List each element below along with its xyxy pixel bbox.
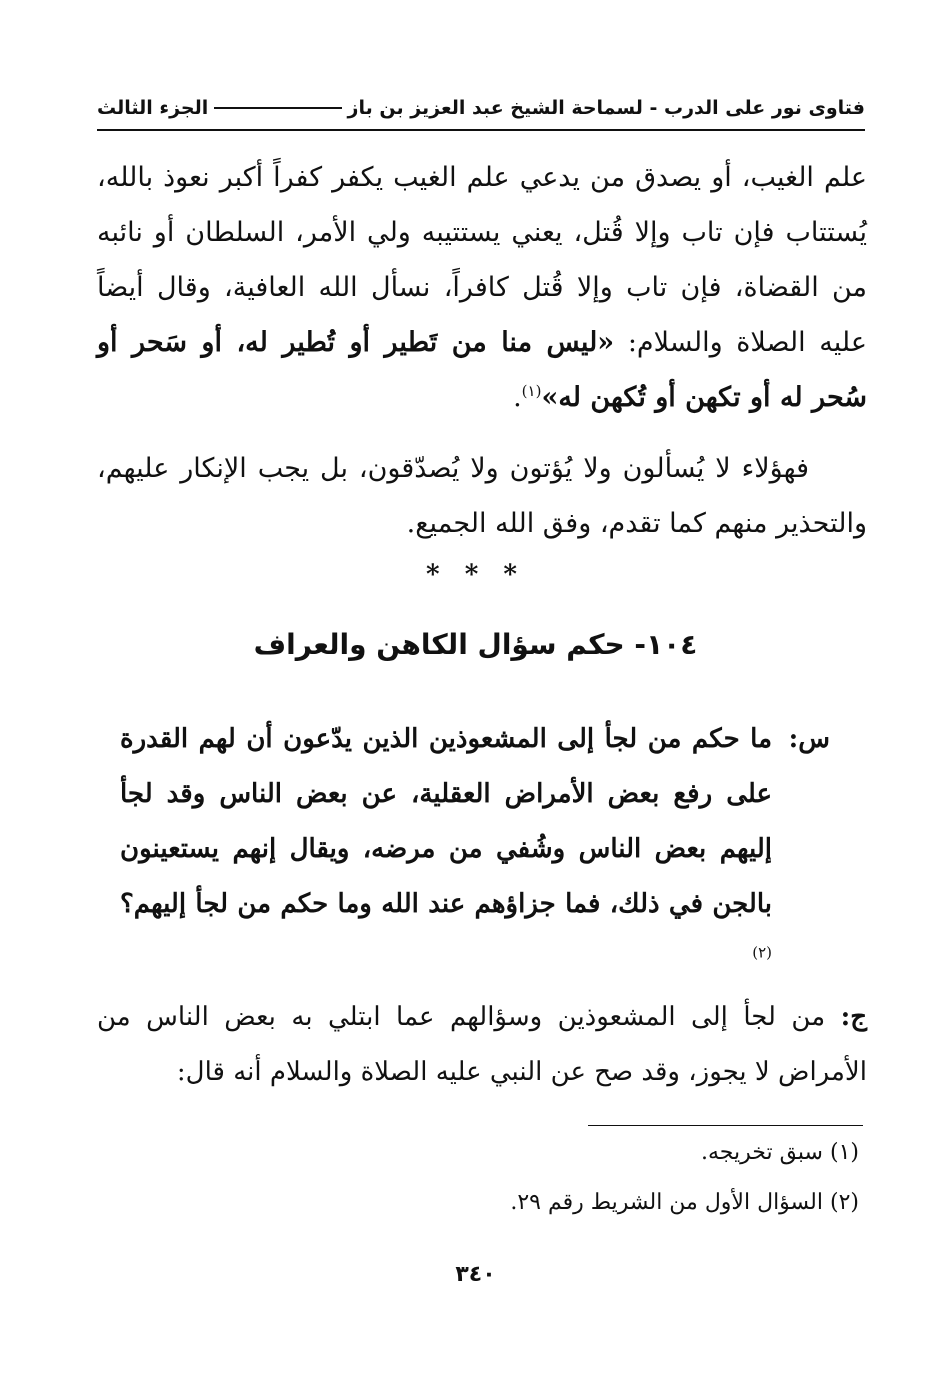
section-title: ١٠٤- حكم سؤال الكاهن والعراف xyxy=(253,628,698,661)
section-separator: * * * xyxy=(426,560,525,590)
footnote-2: (٢) السؤال الأول من الشريط رقم ٢٩. xyxy=(510,1190,859,1215)
paragraph-1-end: . xyxy=(513,382,522,413)
footnote-divider xyxy=(588,1125,863,1126)
question-block xyxy=(120,712,830,987)
paragraph-1 xyxy=(97,150,867,425)
page-number: ٣٤٠ xyxy=(455,1262,496,1287)
header-rule xyxy=(214,107,341,109)
footnote-ref-1: (١) xyxy=(521,382,542,400)
question-text: ما حكم من لجأ إلى المشعوذين الذين يدّعون أن لهم القدرة على رفع بعض الأمراض العقلية، عن بعض الناس وقد لجأ إليهم بعض الناس وشُفي من مرضه، ويقال إنهم يستعينون بالجن في ذلك، فما جزاؤهم عند الله وما حكم من لجأ إليهم؟ xyxy=(120,724,773,919)
header-title: فتاوى نور على الدرب - لسماحة الشيخ عبد العزيز بن باز xyxy=(347,97,865,119)
answer-text: من لجأ إلى المشعوذين وسؤالهم عما ابتلي به بعض الناس من الأمراض لا يجوز، وقد صح عن النبي عليه الصلاة والسلام أنه قال: xyxy=(97,1002,867,1087)
header-volume: الجزء الثالث xyxy=(97,97,209,119)
answer-label: ج: xyxy=(840,1002,868,1032)
question-label: س: xyxy=(788,724,830,754)
question-text-wrap xyxy=(120,712,772,987)
running-header xyxy=(97,88,865,128)
paragraph-1-text: علم الغيب، أو يصدق من يدعي علم الغيب يكفر كفراً أكبر نعوذ بالله، يُستتاب فإن تاب وإلا قُتل، يعني يستتيبه ولي الأمر، السلطان أو نائبه من القضاة، فإن تاب وإلا قُتل كافراً، نسأل الله العافية، وقال أيضاً عليه الصلاة والسلام: xyxy=(97,162,867,358)
footnote-1: (١) سبق تخريجه. xyxy=(701,1140,859,1165)
hadith-quote: «ليس منا من تَطير أو تُطير له، أو سَحر أو سُحر له أو تكهن أو تُكهن له» xyxy=(97,327,867,413)
footnote-ref-2: (٢) xyxy=(752,943,772,962)
header-underline xyxy=(97,129,865,131)
paragraph-2: فهؤلاء لا يُسألون ولا يُؤتون ولا يُصدّقون، بل يجب الإنكار عليهم، والتحذير منهم كما تقدم، وفق الله الجميع. xyxy=(97,453,867,539)
answer-block xyxy=(97,990,867,1100)
